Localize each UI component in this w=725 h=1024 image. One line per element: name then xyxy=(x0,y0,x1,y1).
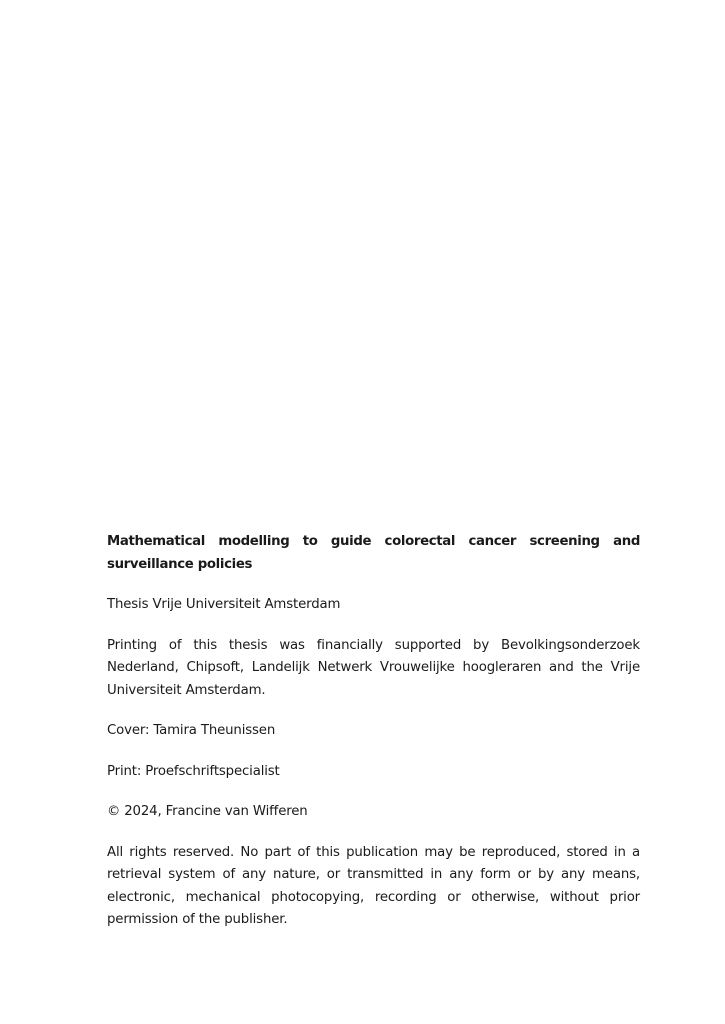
print-credit: Print: Proefschriftspecialist xyxy=(107,763,280,779)
colophon-block xyxy=(107,531,640,932)
thesis-institution: Thesis Vrije Universiteit Amsterdam xyxy=(107,597,341,612)
copyright-notice: © 2024, Francine van Wifferen xyxy=(107,804,308,819)
printing-sponsors: Printing of this thesis was financially supported by Bevolkingsonderzoek Nederland, Chipsoft, Landelijk Netwerk Vrouwelijke hoogleraren and the Vrije Universiteit Amsterdam. xyxy=(107,637,640,698)
thesis-title: Mathematical modelling to guide colorectal cancer screening and surveillance policies xyxy=(107,534,640,572)
rights-statement: All rights reserved. No part of this publication may be reproduced, stored in a retrieval system of any nature, or transmitted in any form or by any means, electronic, mechanical photocopying, recording or otherwise, without prior permission of the publisher. xyxy=(107,844,640,927)
cover-credit: Cover: Tamira Theunissen xyxy=(107,723,276,738)
